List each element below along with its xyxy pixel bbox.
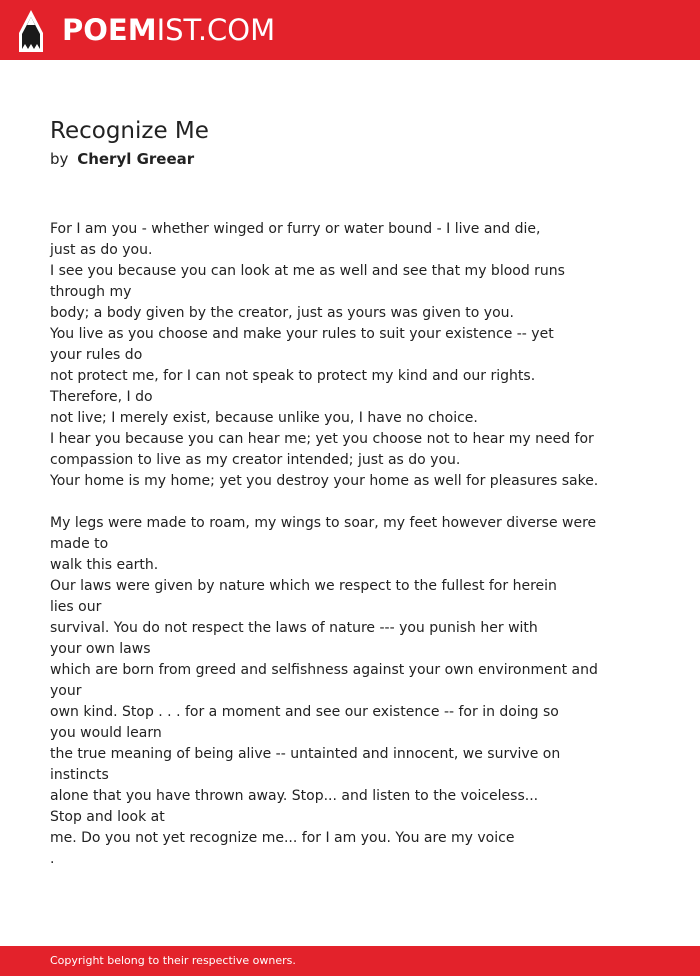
pencil-logo-icon[interactable]: [18, 10, 44, 52]
logo-light-part: IST.COM: [156, 13, 276, 47]
site-footer: [0, 946, 700, 976]
poem-line: .: [50, 851, 55, 867]
poem-line: Our laws were given by nature which we respect to the fullest for herein: [50, 578, 557, 594]
site-logo[interactable]: [62, 12, 275, 48]
poem-line: you would learn: [50, 725, 162, 741]
poem-line: Therefore, I do: [50, 389, 153, 405]
poem-line: walk this earth.: [50, 557, 159, 573]
copyright-text: Copyright belong to their respective owners.: [50, 954, 296, 967]
poem-line: Your home is my home; yet you destroy your home as well for pleasures sake.: [50, 473, 599, 489]
poem-line: made to: [50, 536, 109, 552]
poem-line: body; a body given by the creator, just as yours was given to you.: [50, 305, 514, 321]
poem-line: not protect me, for I can not speak to protect my kind and our rights.: [50, 368, 536, 384]
poem-line: I hear you because you can hear me; yet you choose not to hear my need for: [50, 431, 594, 447]
poem-line: not live; I merely exist, because unlike you, I have no choice.: [50, 410, 478, 426]
byline: [50, 149, 194, 169]
poem-title: Recognize Me: [50, 118, 209, 144]
poem-line: the true meaning of being alive -- untainted and innocent, we survive on: [50, 746, 561, 762]
author-name: Cheryl Greear: [77, 150, 195, 168]
poem-line: which are born from greed and selfishness against your own environment and: [50, 662, 598, 678]
poem-stanza: [50, 219, 610, 492]
poem-body: [50, 219, 610, 891]
poem-line: me. Do you not yet recognize me... for I am you. You are my voice: [50, 830, 515, 846]
poem-line: I see you because you can look at me as well and see that my blood runs: [50, 263, 565, 279]
poem-line: instincts: [50, 767, 109, 783]
poem-line: through my: [50, 284, 132, 300]
site-header: [0, 0, 700, 60]
poem-line: own kind. Stop . . . for a moment and see our existence -- for in doing so: [50, 704, 559, 720]
poem-line: your own laws: [50, 641, 151, 657]
poem-line: compassion to live as my creator intended; just as do you.: [50, 452, 461, 468]
by-label: by: [50, 150, 69, 168]
poem-line: lies our: [50, 599, 102, 615]
poem-line: your rules do: [50, 347, 143, 363]
poem-line: You live as you choose and make your rules to suit your existence -- yet: [50, 326, 554, 342]
poem-line: alone that you have thrown away. Stop... and listen to the voiceless...: [50, 788, 539, 804]
poem-stanza: [50, 513, 610, 870]
poem-line: just as do you.: [50, 242, 153, 258]
poem-line: Stop and look at: [50, 809, 165, 825]
poem-line: For I am you - whether winged or furry or water bound - I live and die,: [50, 221, 541, 237]
poem-line: your: [50, 683, 82, 699]
logo-bold-part: POEM: [62, 13, 157, 47]
poem-line: My legs were made to roam, my wings to soar, my feet however diverse were: [50, 515, 597, 531]
poem-line: survival. You do not respect the laws of nature --- you punish her with: [50, 620, 538, 636]
